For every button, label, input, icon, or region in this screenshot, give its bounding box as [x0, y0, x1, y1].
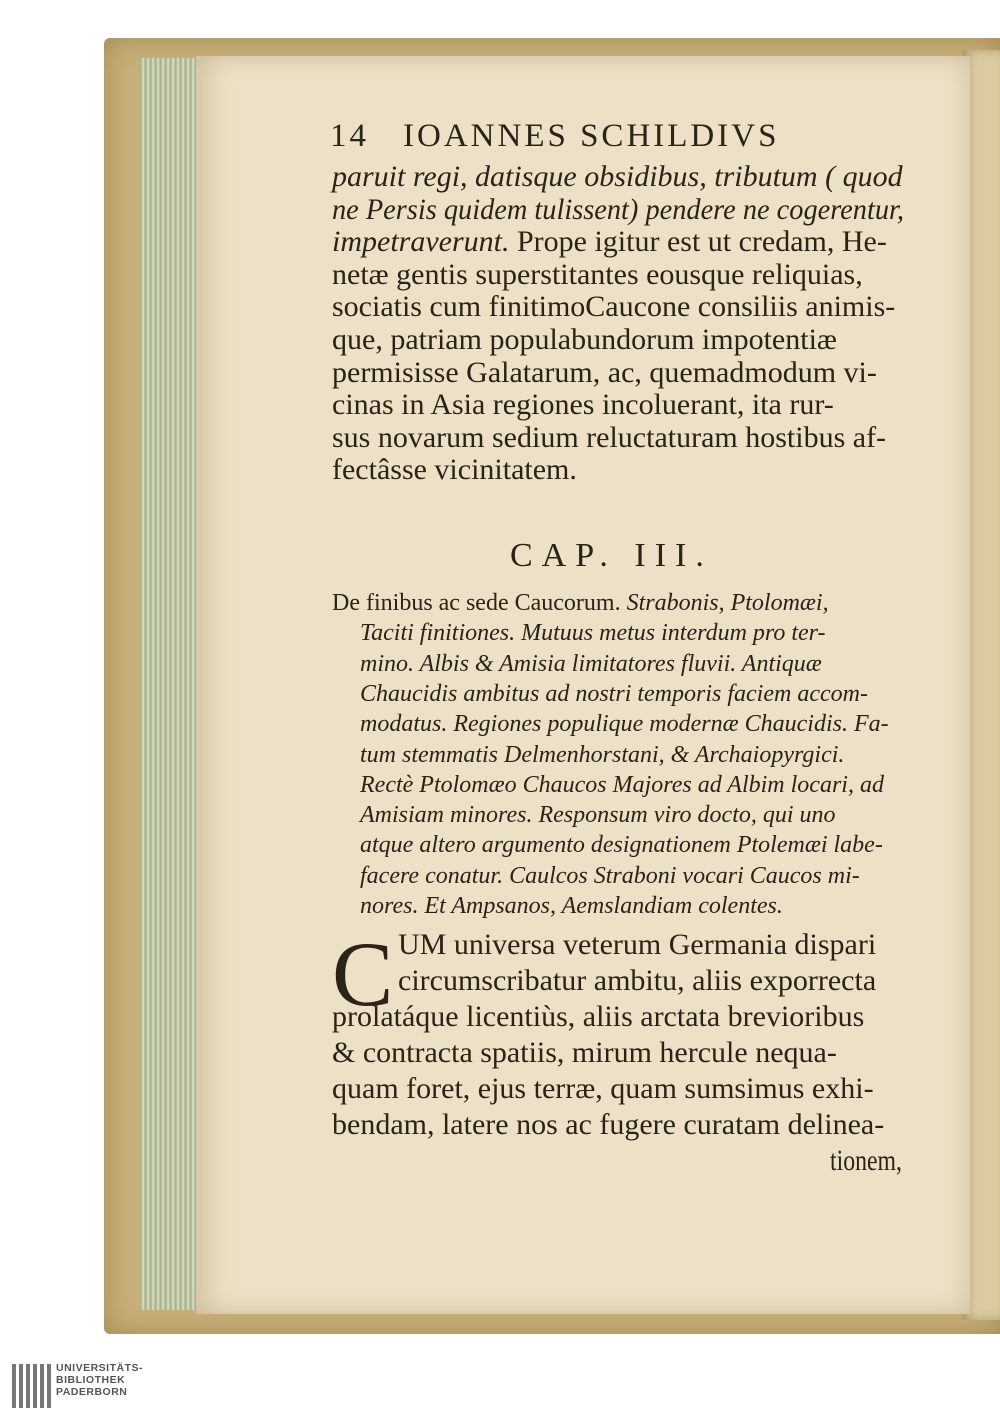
text-segment: Taciti finitiones. Mutuus metus interdum pro ter- [360, 620, 826, 647]
library-logo [12, 1362, 212, 1410]
chapter-title: CAP. III. [510, 537, 713, 574]
text-segment: nores. Et Ampsanos, Aemslandiam colentes. [360, 893, 783, 919]
text-segment: impetraverunt. [332, 225, 510, 259]
text-line [332, 453, 577, 487]
text-segment: que, patriam populabundorum impotentiæ [332, 323, 837, 356]
text-line [360, 891, 783, 921]
text-segment: cinas in Asia regiones incoluerant, ita rur- [332, 388, 834, 422]
page-number: 14 [330, 118, 369, 154]
logo-line-1: UNIVERSITÄTS- [56, 1362, 144, 1374]
running-header [330, 118, 779, 155]
text-line [332, 388, 834, 422]
text-line [332, 588, 829, 618]
text-segment: sus novarum sedium reluctaturam hostibus af- [332, 420, 887, 454]
text-line [360, 649, 822, 679]
text-line [360, 861, 860, 891]
logo-line-3: PADERBORN [56, 1386, 128, 1398]
text-line [360, 709, 889, 739]
text-line [332, 323, 837, 357]
text-line [332, 421, 886, 455]
logo-text [56, 1362, 143, 1398]
text-segment: ne Persis quidem tulissent) pendere ne cogerentur, [332, 192, 904, 226]
text-line [360, 800, 836, 830]
text-segment: atque altero argumento designationem Ptolemæi labe- [360, 832, 883, 859]
text-segment: mino. Albis & Amisia limitatores fluvii. Antiquæ [360, 650, 822, 677]
body-line: prolatáque licentiùs, aliis arctata brevioribus [332, 1000, 865, 1033]
text-line [360, 618, 826, 648]
text-line [360, 740, 844, 770]
text-line [332, 193, 904, 227]
text-line [332, 225, 887, 259]
text-line [360, 830, 883, 860]
drop-cap: C [332, 923, 394, 1025]
text-segment: modatus. Regiones populique modernæ Chaucidis. Fa- [360, 711, 889, 738]
body-line: quam foret, ejus terræ, quam sumsimus exhi- [332, 1072, 874, 1105]
body-line: circumscribatur ambitu, aliis exporrecta [398, 964, 877, 997]
text-line [332, 258, 863, 292]
text-line [332, 356, 877, 390]
text-segment: De finibus ac sede Caucorum. [332, 590, 627, 616]
text-segment: Rectè Ptolomæo Chaucos Majores ad Albim locari, ad [360, 771, 884, 798]
text-segment: paruit regi, datisque obsidibus, tributum ( quod [332, 160, 903, 193]
text-segment: sociatis cum finitimoCaucone consiliis animis- [332, 290, 896, 324]
running-title: IOANNES SCHILDIVS [403, 118, 780, 154]
text-segment: Amisiam minores. Responsum viro docto, qui uno [360, 802, 836, 829]
text-line [332, 290, 895, 324]
body-line: tionem, [830, 1144, 902, 1177]
body-line: & contracta spatiis, mirum hercule nequa- [332, 1036, 837, 1069]
text-segment: permisisse Galatarum, ac, quemadmodum vi- [332, 355, 877, 389]
text-segment: tum stemmatis Delmenhorstani, & Archaiopyrgici. [360, 741, 845, 768]
text-line [360, 679, 868, 709]
text-segment: facere conatur. Caulcos Straboni vocari Caucos mi- [360, 862, 860, 889]
text-segment: Chaucidis ambitus ad nostri temporis faciem accom- [360, 680, 868, 707]
body-line: UM universa veterum Germania dispari [398, 928, 877, 961]
logo-bars-icon [12, 1364, 52, 1408]
text-line [332, 160, 903, 194]
text-segment: Prope igitur est ut credam, He- [509, 225, 887, 259]
logo-line-2: BIBLIOTHEK [56, 1374, 126, 1386]
text-line [360, 770, 884, 800]
text-segment: Strabonis, Ptolomæi, [626, 590, 829, 616]
text-segment: netæ gentis superstitantes eousque reliquias, [332, 257, 863, 291]
text-segment: fectâsse vicinitatem. [332, 453, 577, 487]
page-edges [140, 58, 204, 1310]
body-line: bendam, latere nos ac fugere curatam delinea- [332, 1108, 885, 1141]
